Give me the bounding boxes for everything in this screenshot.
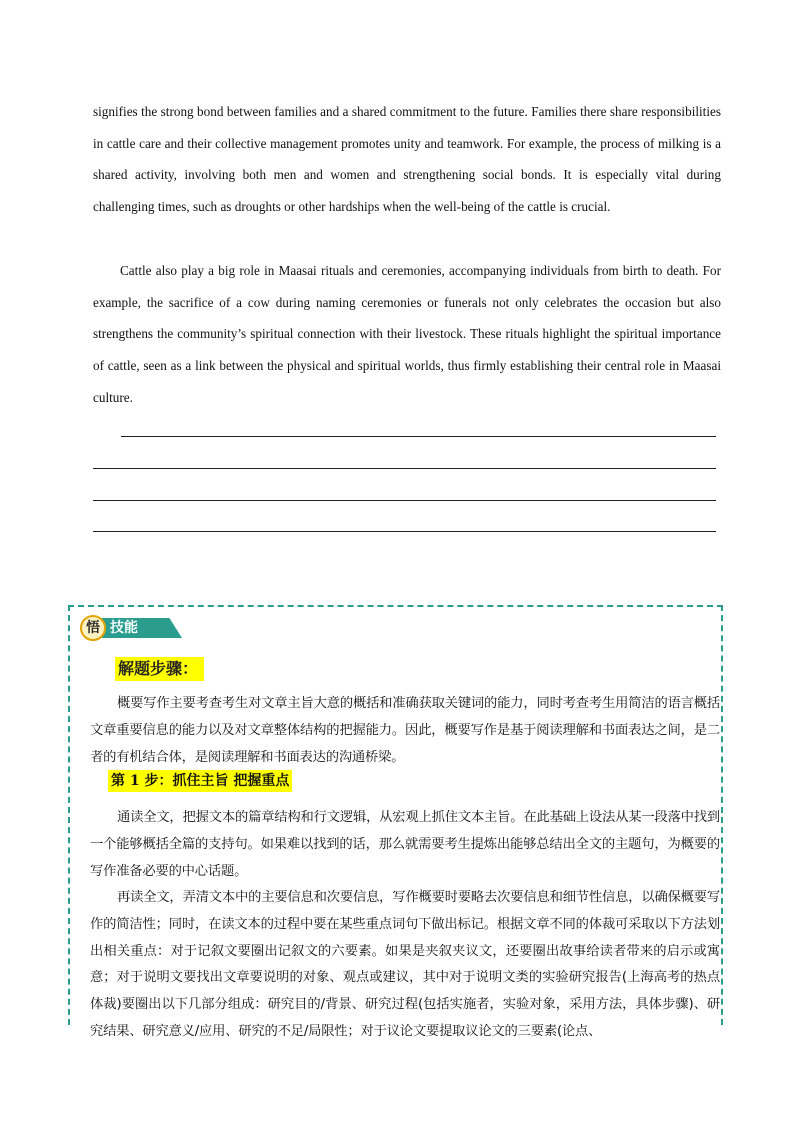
badge-circle-icon: 悟: [80, 615, 106, 641]
step-1-paragraph-1: 通读全文，把握文本的篇章结构和行文逻辑，从宏观上抓住文本主旨。在此基础上设法从某一段落中找到一个能够概括全篇的支持句。如果难以找到的话，那么就需要考生提炼出能够总结出全文的主题句，为概要的写作准备必要的中心话题。: [90, 810, 720, 879]
skill-badge: [80, 615, 180, 641]
answer-line-2: [93, 468, 716, 469]
passage-paragraph-1: signifies the strong bond between families and a shared commitment to the future. Families there share responsibilities in cattle care and their collective management promotes unity and teamwork. For example, the process of milking is a shared activity, involving both men and women and strengthening social bonds. It is especially vital during challenging times, such as droughts or other hardships when the well-being of the cattle is crucial.: [93, 104, 721, 215]
step-1-title: 第 1 步：抓住主旨 把握重点: [108, 770, 292, 792]
passage-paragraph-2: Cattle also play a big role in Maasai rituals and ceremonies, accompanying individuals from birth to death. For example, the sacrifice of a cow during naming ceremonies or funerals not only celebrates the occasion but also strengthens the community’s spiritual connection with their livestock. These rituals highlight the spiritual importance of cattle, seen as a link between the physical and spiritual worlds, thus firmly establishing their central role in Maasai culture.: [93, 263, 721, 405]
skill-section-box: [68, 605, 723, 1039]
answer-line-4: [93, 531, 716, 532]
steps-heading: 解题步骤：: [115, 657, 204, 681]
step-1-paragraph-2: 再读全文，弄清文本中的主要信息和次要信息，写作概要时要略去次要信息和细节性信息，以确保概要写作的简洁性；同时，在读文本的过程中要在某些重点词句下做出标记。根据文章不同的体裁可采取以下方法划出相关重点：对于记叙文要圈出记叙文的六要素。如果是夹叙夹议文，还要圈出故事给读者带来的启示或寓意；对于说明文要找出文章要说明的对象、观点或建议，其中对于说明文类的实验研究报告(上海高考的热点体裁)要圈出以下几部分组成：研究目的/背景、研究过程(包括实施者，实验对象，采用方法，具体步骤)、研究结果、研究意义/应用、研究的不足/局限性；对于议论文要提取议论文的三要素(论点、: [90, 890, 720, 1039]
badge-label: 技能: [110, 620, 138, 636]
answer-line-1: [121, 436, 716, 437]
intro-paragraph: 概要写作主要考查考生对文章主旨大意的概括和准确获取关键词的能力，同时考查考生用简洁的语言概括文章重要信息的能力以及对文章整体结构的把握能力。因此，概要写作是基于阅读理解和书面表达之间，是二者的有机结合体，是阅读理解和书面表达的沟通桥梁。: [90, 696, 720, 765]
answer-line-3: [93, 500, 716, 501]
